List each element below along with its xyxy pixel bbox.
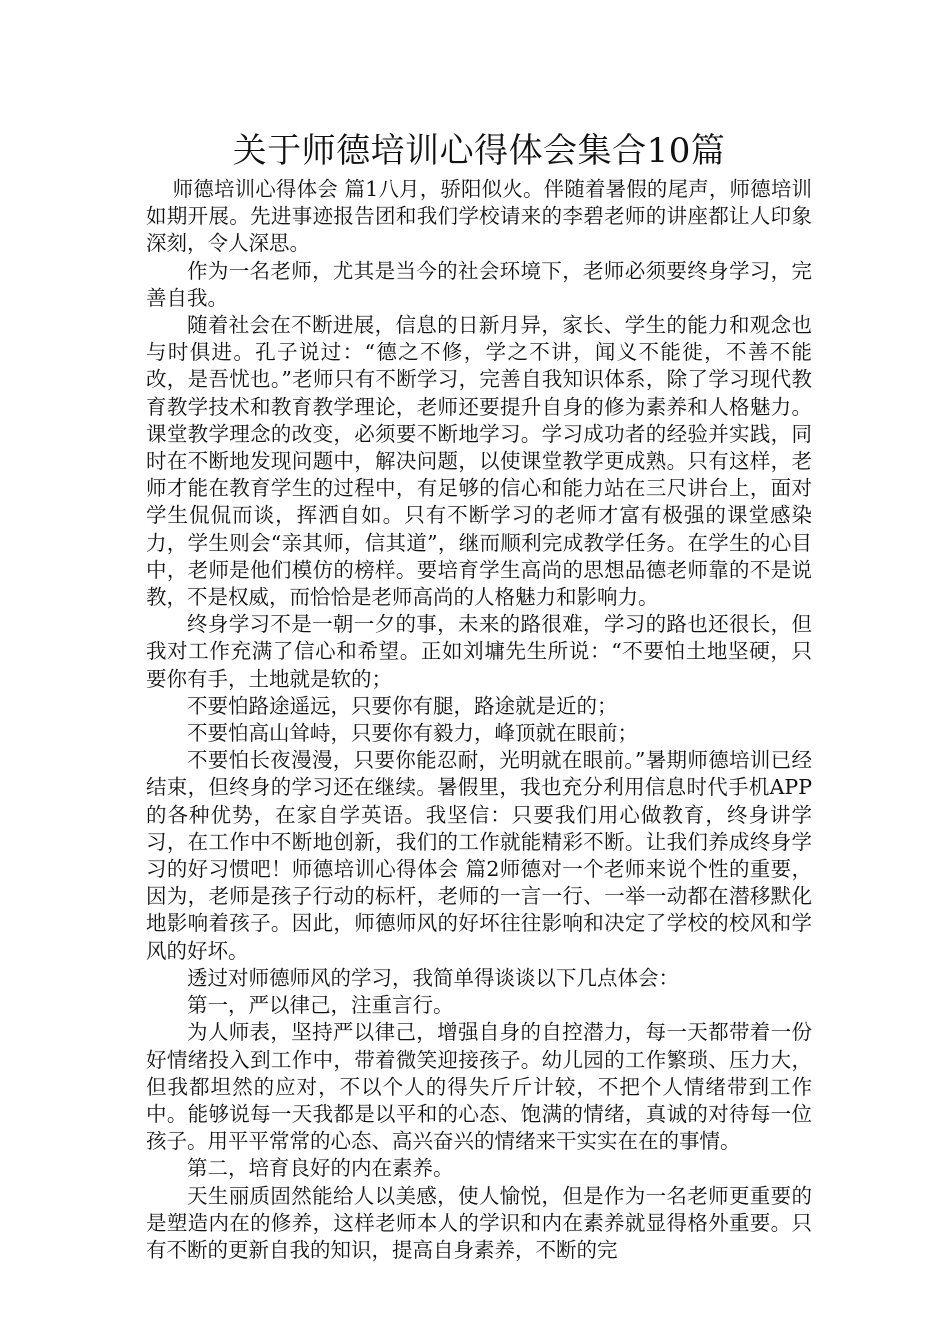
document-title: 关于师德培训心得体会集合10篇	[232, 131, 726, 171]
paragraph: 随着社会在不断进展，信息的日新月异，家长、学生的能力和观念也与时俱进。孔子说过：“德之不修，学之不讲，闻义不能徙，不善不能改，是吾忧也。”老师只有不断学习，完善自我知识体系，除了学习现代教育教学技术和教育教学理论，老师还要提升自身的修为素养和人格魅力。课堂教学理念的改变，必须要不断地学习。学习成功者的经验并实践，同时在不断地发现问题中，解决问题，以使课堂教学更成熟。只有这样，老师才能在教育学生的过程中，有足够的信心和能力站在三尺讲台上，面对学生侃侃而谈，挥洒自如。只有不断学习的老师才富有极强的课堂感染力，学生则会“亲其师，信其道”，继而顺利完成教学任务。在学生的心目中，老师是他们模仿的榜样。要培育学生高尚的思想品德老师靠的不是说教，不是权威，而恰恰是老师高尚的人格魅力和影响力。	[146, 313, 812, 610]
paragraph: 作为一名老师，尤其是当今的社会环境下，老师必须要终身学习，完善自我。	[146, 258, 812, 310]
paragraph: 终身学习不是一朝一夕的事，未来的路很难，学习的路也还很长，但我对工作充满了信心和希望。正如刘墉先生所说：“不要怕土地坚硬，只要你有手，土地就是软的；	[146, 612, 812, 691]
paragraph: 天生丽质固然能给人以美感，使人愉悦，但是作为一名老师更重要的是塑造内在的修养，这样老师本人的学识和内在素养就显得格外重要。只有不断的更新自我的知识，提高自身素养，不断的完	[146, 1183, 812, 1262]
paragraph: 第二，培育良好的内在素养。	[187, 1156, 454, 1181]
paragraph: 为人师表，坚持严以律己，增强自身的自控潜力，每一天都带着一份好情绪投入到工作中，带着微笑迎接孩子。幼儿园的工作繁琐、压力大，但我都坦然的应对，不以个人的得失斤斤计较，不把个人情绪带到工作中。能够说每一天我都是以平和的心态、饱满的情绪，真诚的对待每一位孩子。用平平常常的心态、高兴奋兴的情绪来干实实在在的事情。	[146, 1020, 812, 1154]
paragraph: 师德培训心得体会 篇1八月，骄阳似火。伴随着暑假的尾声，师德培训如期开展。先进事迹报告团和我们学校请来的李碧老师的讲座都让人印象深刻，令人深思。	[146, 177, 812, 256]
paragraph: 不要怕高山耸峙，只要你有毅力，峰顶就在眼前；	[187, 721, 638, 746]
paragraph: 不要怕路途遥远，只要你有腿，路途就是近的；	[187, 693, 618, 718]
paragraph: 透过对师德师风的学习，我简单得谈谈以下几点体会：	[187, 965, 679, 990]
paragraph: 第一，严以律己，注重言行。	[187, 993, 454, 1018]
document-page	[146, 128, 812, 1264]
paragraph: 不要怕长夜漫漫，只要你能忍耐，光明就在眼前。”暑期师德培训已经结束，但终身的学习还在继续。暑假里，我也充分利用信息时代手机APP的各种优势，在家自学英语。我坚信：只要我们用心做教育，终身讲学习，在工作中不断地创新，我们的工作就能精彩不断。让我们养成终身学习的好习惯吧！师德培训心得体会 篇2师德对一个老师来说个性的重要，因为，老师是孩子行动的标杆，老师的一言一行、一举一动都在潜移默化地影响着孩子。因此，师德师风的好坏往往影响和决定了学校的校风和学风的好坏。	[146, 748, 812, 963]
